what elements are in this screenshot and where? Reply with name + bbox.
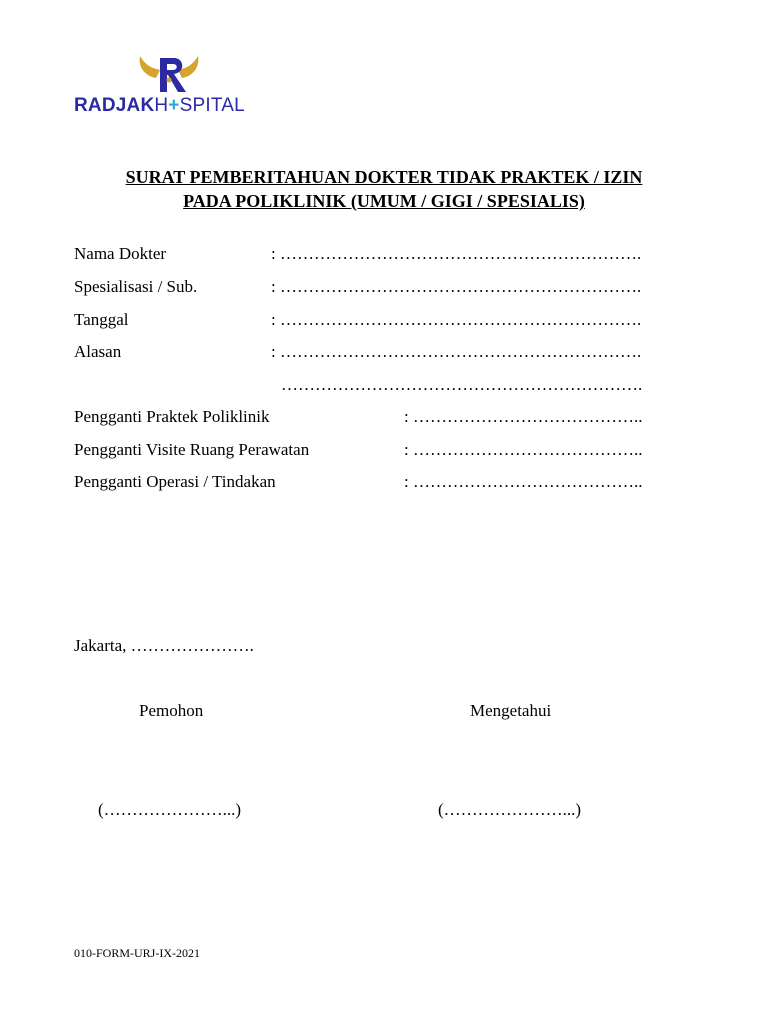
field-fill-line[interactable]: ……………………………………………………….	[281, 375, 643, 394]
field-fill-line[interactable]: : ……………………………………………………….	[271, 310, 642, 329]
signature-line-pemohon[interactable]: (…………………...)	[98, 800, 242, 819]
field-label: Pengganti Praktek Poliklinik	[74, 407, 270, 426]
place-date-line[interactable]: Jakarta, ………………….	[74, 636, 254, 655]
logo-text-h: H	[154, 95, 169, 116]
field-label: Pengganti Visite Ruang Perawatan	[74, 440, 310, 459]
signature-line-mengetahui[interactable]: (…………………...)	[438, 800, 582, 819]
document-title-line2: PADA POLIKLINIK (UMUM / GIGI / SPESIALIS)	[183, 191, 585, 211]
document-title-line1: SURAT PEMBERITAHUAN DOKTER TIDAK PRAKTEK / IZIN	[125, 167, 643, 187]
logo-text-spital: SPITAL	[179, 95, 245, 116]
field-label: Spesialisasi / Sub.	[74, 277, 198, 296]
form-code: 010-FORM-URJ-IX-2021	[74, 946, 200, 960]
field-label: Pengganti Operasi / Tindakan	[74, 472, 276, 491]
field-fill-line[interactable]: : …………………………………..	[404, 407, 643, 426]
field-label: Tanggal	[74, 310, 129, 329]
hospital-logo	[74, 54, 274, 120]
field-fill-line[interactable]: : ……………………………………………………….	[271, 277, 642, 296]
signature-label-pemohon: Pemohon	[139, 701, 204, 720]
field-fill-line[interactable]: : ……………………………………………………….	[271, 342, 642, 361]
field-label: Alasan	[74, 342, 122, 361]
field-fill-line[interactable]: : …………………………………..	[404, 472, 643, 491]
field-fill-line[interactable]: : ……………………………………………………….	[271, 244, 642, 263]
logo-emblem-icon	[136, 54, 202, 96]
logo-text-radjak: RADJAK	[74, 95, 155, 116]
field-fill-line[interactable]: : …………………………………..	[404, 440, 643, 459]
medical-cross-icon: +	[168, 95, 180, 116]
logo-wordmark	[74, 94, 245, 118]
signature-label-mengetahui: Mengetahui	[470, 701, 552, 720]
field-label: Nama Dokter	[74, 244, 167, 263]
